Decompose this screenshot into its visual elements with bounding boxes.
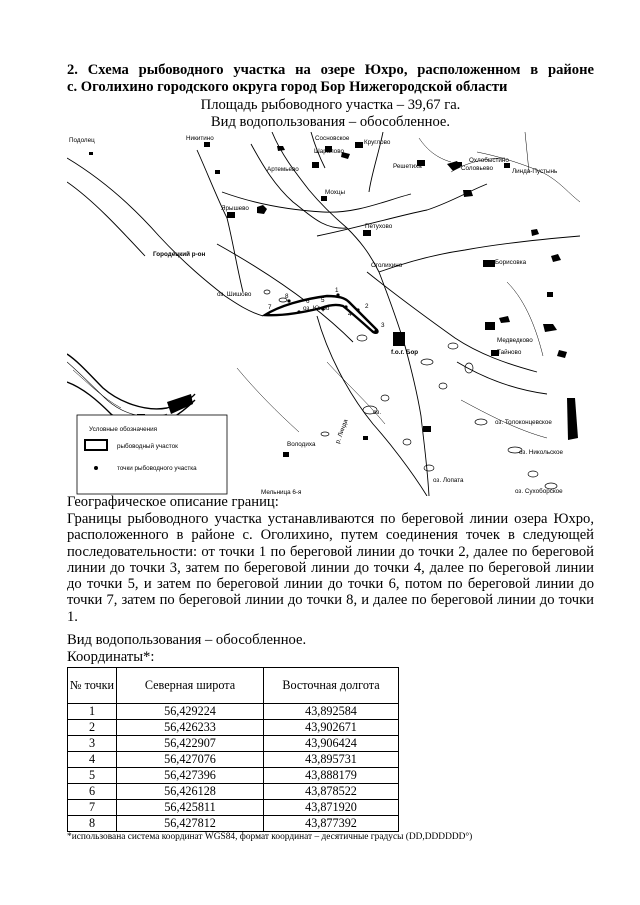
- label-reshetikha: Решетиха: [393, 163, 422, 170]
- point-label-3: 3: [381, 322, 385, 329]
- cell-number: 6: [68, 784, 117, 800]
- table-row: [68, 816, 399, 832]
- document-heading: [67, 62, 594, 96]
- coordinates-footnote: *использована система координат WGS84, формат координат – десятичные градусы (DD,DDDDDD°): [67, 832, 473, 842]
- label-oz-shishovo: оз. Шишово: [217, 291, 252, 298]
- label-yaryshevo: Ярышево: [221, 205, 249, 212]
- fish-plot-map: [67, 132, 580, 496]
- water-use-text-2: Вид водопользования – обособленное.: [67, 632, 307, 648]
- cell-latitude: 56,425811: [117, 800, 264, 816]
- label-fog-bor: f.o.г. Бор: [391, 349, 419, 356]
- table-row: [68, 720, 399, 736]
- table-row: [68, 768, 399, 784]
- coordinates-title: Координаты*:: [67, 649, 155, 665]
- label-borisovka: Борисовка: [495, 259, 527, 266]
- point-label-7: 7: [268, 304, 272, 311]
- cell-latitude: 56,427076: [117, 752, 264, 768]
- label-volodikha: Володиха: [287, 441, 316, 448]
- point-label-1: 1: [335, 287, 339, 294]
- header-latitude: Северная широта: [117, 668, 264, 704]
- cell-latitude: 56,427812: [117, 816, 264, 832]
- cell-number: 5: [68, 768, 117, 784]
- cell-longitude: 43,902671: [264, 720, 399, 736]
- label-oz-sukhoborskoe: оз. Сухоборское: [515, 488, 563, 495]
- label-melnitsa: Мельница 6-я: [261, 489, 302, 496]
- point-label-4: 4: [348, 311, 352, 318]
- label-okhlobystino: Охлобыстино: [469, 157, 509, 164]
- label-tainovo: Тайново: [497, 349, 522, 356]
- label-medvedkovo: Медведково: [497, 337, 533, 344]
- label-mokhtsy: Мохцы: [325, 189, 346, 196]
- cell-number: 2: [68, 720, 117, 736]
- geo-description-title: Географическое описание границ:: [67, 494, 279, 510]
- heading-line-2: с. Оголихино городского округа город Бор Нижегородской области: [67, 79, 508, 95]
- header-longitude: Восточная долгота: [264, 668, 399, 704]
- cell-latitude: 56,426128: [117, 784, 264, 800]
- cell-latitude: 56,427396: [117, 768, 264, 784]
- cell-longitude: 43,878522: [264, 784, 399, 800]
- heading-line-1: 2. Схема рыбоводного участка на озере Юхро, расположенном в районе: [67, 62, 594, 78]
- label-sharapovo: Шарапово: [314, 148, 344, 155]
- label-oz-nikolskoe: оз. Никольское: [519, 449, 564, 456]
- cell-longitude: 43,871920: [264, 800, 399, 816]
- cell-number: 3: [68, 736, 117, 752]
- cell-latitude: 56,426233: [117, 720, 264, 736]
- label-gorodetsky: Городецкий р-он: [153, 251, 206, 258]
- label-kruglovo: Круглово: [364, 139, 391, 146]
- cell-latitude: 56,429224: [117, 704, 264, 720]
- coordinates-table: [67, 667, 399, 832]
- cell-longitude: 43,888179: [264, 768, 399, 784]
- label-petukhovo: Петухово: [365, 223, 393, 230]
- cell-number: 7: [68, 800, 117, 816]
- label-solovevo: Соловьево: [461, 165, 494, 172]
- legend-plot-swatch: [85, 440, 107, 450]
- table-row: [68, 800, 399, 816]
- point-label-5: 5: [321, 297, 325, 304]
- table-row: [68, 784, 399, 800]
- label-nikitino: Никитино: [186, 135, 214, 142]
- point-label-2: 2: [365, 303, 369, 310]
- label-oz-yukhro: оз. Юхро: [303, 305, 330, 312]
- table-header-row: [68, 668, 399, 704]
- label-ogolikhino: Оголихино: [371, 262, 403, 269]
- label-podolets: Подолец: [69, 137, 95, 144]
- label-r-linda: р. Линда: [334, 418, 350, 445]
- table-row: [68, 736, 399, 752]
- cell-longitude: 43,877392: [264, 816, 399, 832]
- header-point-number: № точки: [68, 668, 117, 704]
- map-legend: [77, 415, 227, 494]
- table-row: [68, 704, 399, 720]
- legend-point-symbol: [94, 466, 98, 470]
- cell-longitude: 43,906424: [264, 736, 399, 752]
- cell-number: 8: [68, 816, 117, 832]
- point-label-8: 8: [285, 293, 289, 300]
- label-sosnovskoe: Сосновское: [315, 135, 350, 142]
- cell-number: 1: [68, 704, 117, 720]
- cell-latitude: 56,422907: [117, 736, 264, 752]
- area-text: Площадь рыбоводного участка – 39,67 га.: [200, 97, 461, 113]
- label-linda-pustyn: Линда-Пустынь: [512, 168, 558, 175]
- cell-longitude: 43,895731: [264, 752, 399, 768]
- cell-number: 4: [68, 752, 117, 768]
- label-artemevo: Артемьево: [267, 166, 299, 173]
- water-use-text: Вид водопользования – обособленное.: [210, 114, 451, 130]
- label-oz: оз.: [373, 409, 382, 416]
- legend-points-label: точки рыбоводного участка: [117, 465, 197, 472]
- table-row: [68, 752, 399, 768]
- label-oz-lopata: оз. Лопата: [433, 477, 464, 484]
- legend-plot-label: рыбоводный участок: [117, 443, 178, 450]
- label-oz-tolokontsevskoe: оз. Толоконцевское: [495, 419, 552, 426]
- geo-description-text: Границы рыбоводного участка устанавливаются по береговой линии озера Юхро, расположенного в районе с. Оголихино, путем соединения точек в следующей последовательности: от точки 1 по береговой линии до точки 2, далее по береговой линии до точки 3, затем по береговой линии до точки 4, далее по береговой линии до точки 5, и затем по береговой линии до точки 6, потом по береговой линии до точки 7, затем по береговой линии до точки 8, и далее по береговой линии до точки 1.: [67, 511, 594, 625]
- cell-longitude: 43,892584: [264, 704, 399, 720]
- legend-title: Условные обозначения: [89, 426, 158, 433]
- point-label-6: 6: [306, 298, 310, 305]
